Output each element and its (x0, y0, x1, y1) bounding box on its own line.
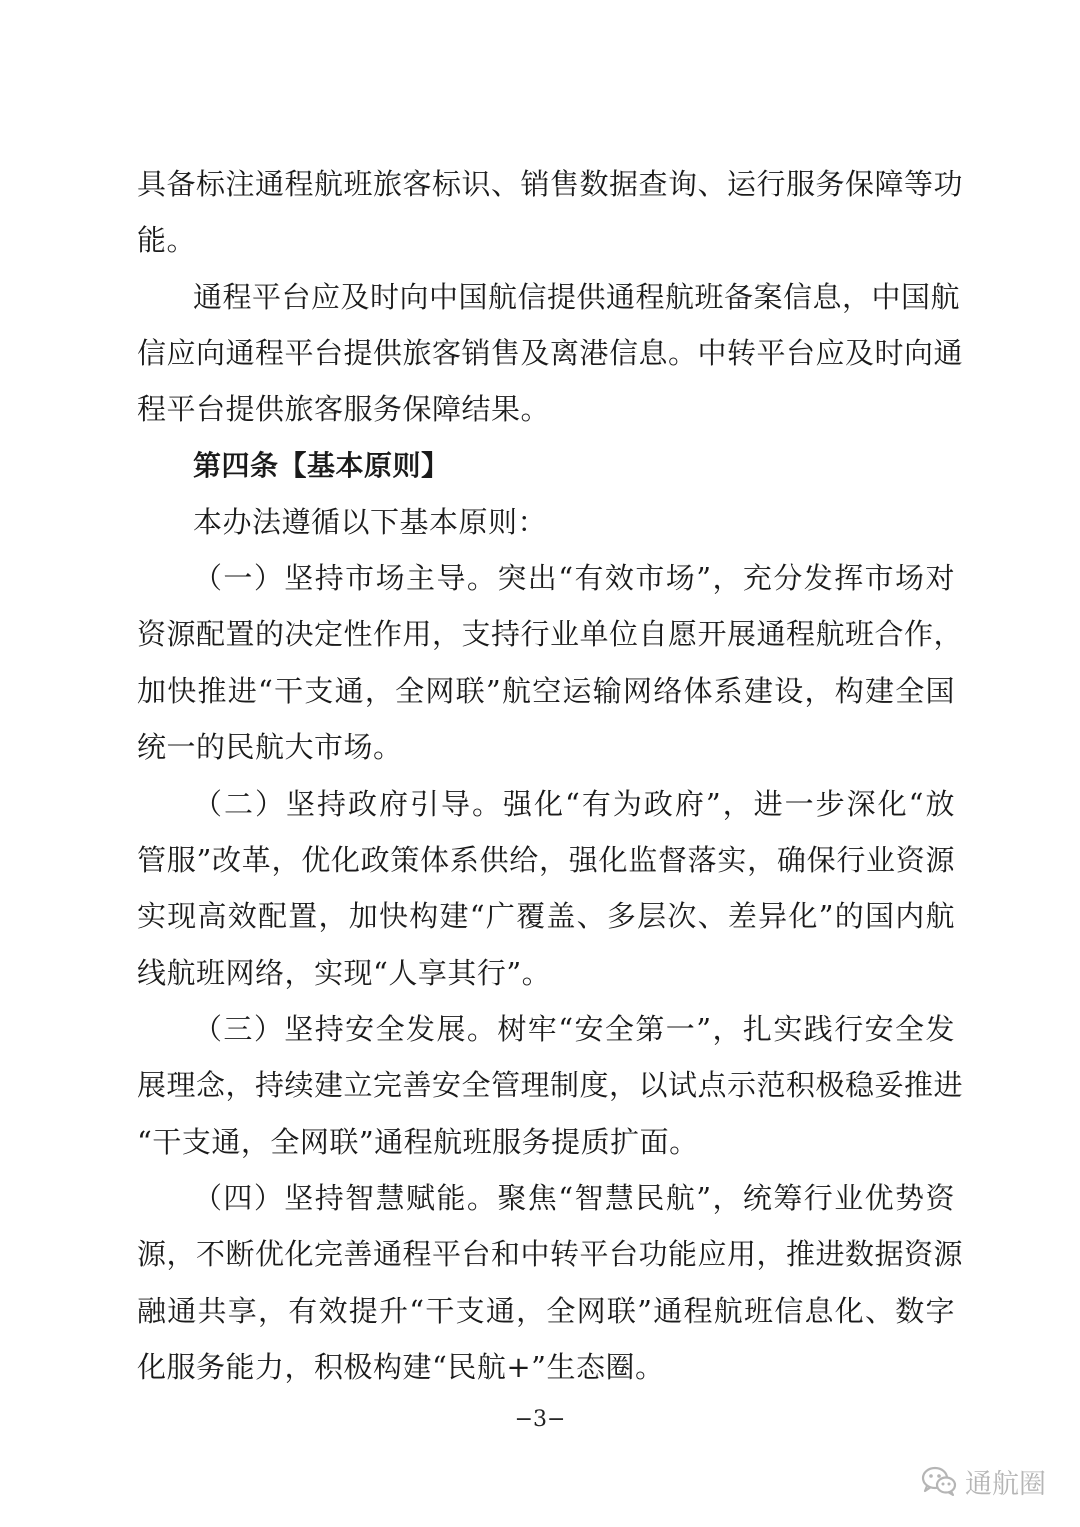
paragraph-line: 具备标注通程航班旅客标识、销售数据查询、运行服务保障等功 (137, 167, 964, 201)
paragraph-line: 本办法遵循以下基本原则： (193, 505, 548, 539)
paragraph-line: 加快推进“干支通，全网联”航空运输网络体系建设，构建全国 (137, 674, 955, 708)
paragraph-line: 实现高效配置，加快构建“广覆盖、多层次、差异化”的国内航 (137, 899, 955, 933)
paragraph-line: 管服”改革，优化政策体系供给，强化监督落实，确保行业资源 (137, 843, 955, 877)
paragraph-line: 信应向通程平台提供旅客销售及离港信息。中转平台应及时向通 (137, 336, 964, 370)
paragraph-line: 展理念，持续建立完善安全管理制度，以试点示范积极稳妥推进 (137, 1068, 964, 1102)
watermark-text: 通航圈 (965, 1468, 1046, 1500)
paragraph-line: 融通共享，有效提升“干支通，全网联”通程航班信息化、数字 (137, 1294, 955, 1328)
paragraph-line: 能。 (137, 223, 197, 257)
paragraph-line: 通程平台应及时向中国航信提供通程航班备案信息，中国航 (193, 280, 961, 314)
wechat-icon (921, 1466, 957, 1496)
paragraph-line: 线航班网络，实现“人享其行”。 (137, 956, 552, 990)
paragraph-line: 化服务能力，积极构建“民航+”生态圈。 (137, 1350, 665, 1384)
paragraph-line: “干支通，全网联”通程航班服务提质扩面。 (137, 1125, 699, 1159)
paragraph-line: 程平台提供旅客服务保障结果。 (137, 392, 551, 426)
paragraph-line: （四）坚持智慧赋能。聚焦“智慧民航”，统筹行业优势资 (193, 1181, 955, 1215)
paragraph-line: 资源配置的决定性作用，支持行业单位自愿开展通程航班合作， (137, 617, 964, 651)
paragraph-line: 源，不断优化完善通程平台和中转平台功能应用，推进数据资源 (137, 1237, 964, 1271)
article-heading: 第四条【基本原则】 (193, 449, 450, 482)
paragraph-line: 统一的民航大市场。 (137, 730, 403, 764)
paragraph-line: （三）坚持安全发展。树牢“安全第一”，扎实践行安全发 (193, 1012, 955, 1046)
watermark (921, 1461, 1046, 1501)
paragraph-line: （二）坚持政府引导。强化“有为政府”，进一步深化“放 (193, 787, 955, 821)
page-number: −3− (514, 1407, 566, 1432)
paragraph-line: （一）坚持市场主导。突出“有效市场”，充分发挥市场对 (193, 561, 955, 595)
